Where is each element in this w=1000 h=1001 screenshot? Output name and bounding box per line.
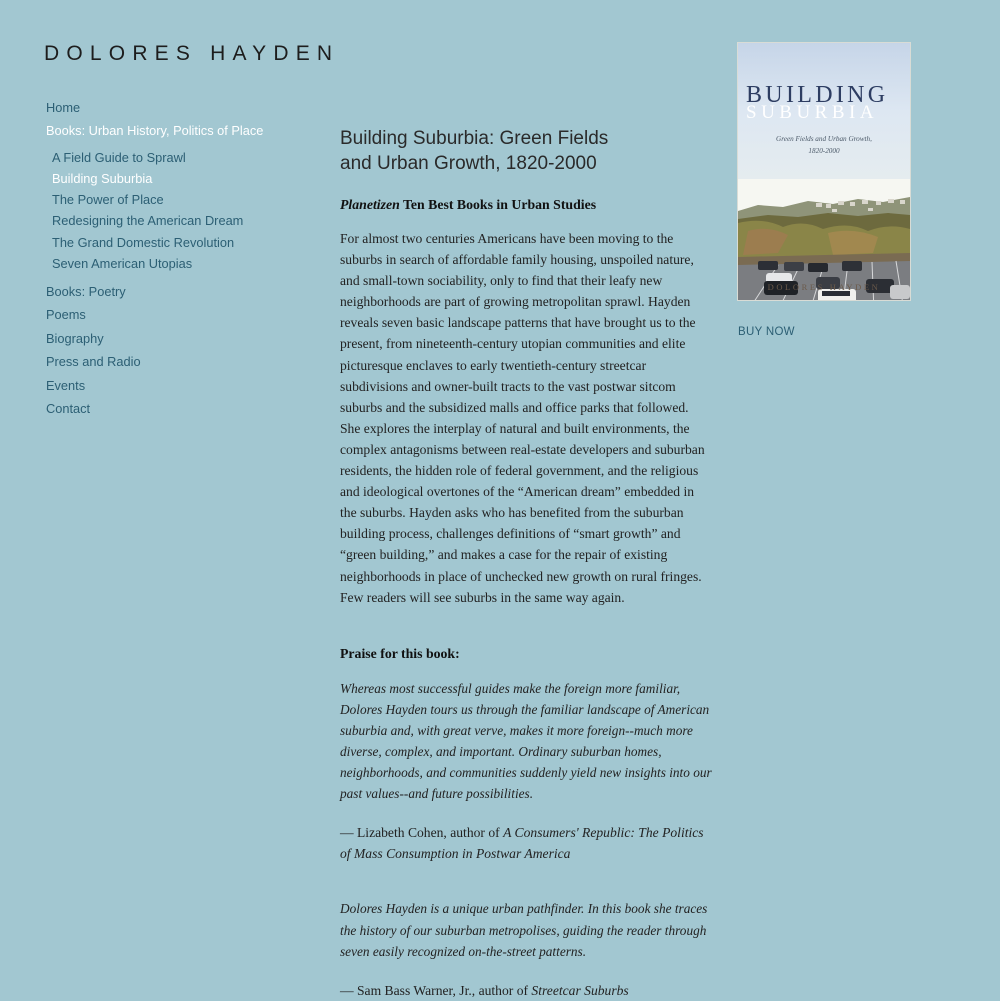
- nav-subitem-grand-domestic-revolution[interactable]: The Grand Domestic Revolution: [52, 234, 235, 250]
- attribution-1-name: — Lizabeth Cohen, author of: [340, 825, 504, 841]
- cover-title-line2: SUBURBIA: [746, 102, 879, 123]
- book-title-line1: Building Suburbia: Green Fields: [340, 128, 609, 149]
- award-publication: Planetizen: [340, 197, 400, 212]
- nav-item-books-urban-history[interactable]: Books: Urban History, Politics of Place: [46, 123, 264, 139]
- nav-bottom-group: [46, 280, 316, 420]
- cover-subtitle-line1: Green Fields and Urban Growth,: [776, 135, 872, 143]
- attribution-2-name: — Sam Bass Warner, Jr., author of: [340, 982, 532, 998]
- award-text: Ten Best Books in Urban Studies: [399, 197, 597, 212]
- book-description: For almost two centuries Americans have been moving to the suburbs in search of affordable family housing, unspoiled nature, and small-town sociability, only to find that their leafy new neighborhoods are part of growing metropolitan sprawl. Hayden reveals seven basic landscape patterns that have brought us to the present, from nineteenth-century utopian communities and elite picturesque enclaves to early twentieth-century streetcar subdivisions and owner-built tracts to the vast postwar sitcom suburbs and the subsidized malls and office parks that followed. She explores the interplay of natural and built environments, the complex antagonisms between real-estate developers and suburban residents, the hidden role of federal government, and the religious and ideological overtones of the “American dream” embedded in the suburbs. Hayden asks who has benefited from the suburban building process, challenges definitions of “smart growth” and “green building,” and makes a case for the repair of existing neighborhoods in place of unchecked new growth on rural fringes. Few readers will see suburbs in the same way again.: [340, 231, 705, 605]
- nav-item-contact[interactable]: Contact: [46, 401, 91, 417]
- cover-subtitle: [738, 133, 910, 157]
- nav-item-poems[interactable]: Poems: [46, 307, 86, 323]
- book-cover-image[interactable]: [738, 43, 910, 300]
- cover-title-line1: BUILDING: [746, 82, 889, 108]
- book-title-line2: and Urban Growth, 1820-2000: [340, 153, 597, 174]
- main-content: [340, 126, 712, 1001]
- nav-subitems: [52, 147, 316, 274]
- nav-item-events[interactable]: Events: [46, 377, 86, 393]
- praise-quote-2: Dolores Hayden is a unique urban pathfinder. In this book she traces the history of our suburban metropolises, guiding the reader through seven easily recognized on-the-street patterns.: [340, 901, 708, 959]
- nav-item-home[interactable]: Home: [46, 100, 81, 115]
- praise-quote-1: Whereas most successful guides make the foreign more familiar, Dolores Hayden tours us through the familiar landscape of American suburbia and, with great verve, makes it more foreign--much more diverse, complex, and important. Ordinary suburban homes, neighborhoods, and communities suddenly yield new insights into our past values--and future possibilities.: [340, 680, 712, 802]
- praise-heading: Praise for this book:: [340, 645, 460, 661]
- attribution-1-work: A Consumers' Republic: The Politics of Mass Consumption in Postwar America: [340, 825, 704, 862]
- buy-now-link[interactable]: BUY NOW: [738, 326, 795, 338]
- nav-subitem-field-guide-to-sprawl[interactable]: A Field Guide to Sprawl: [52, 149, 186, 165]
- attribution-2-work: Streetcar Suburbs: [531, 982, 629, 998]
- praise-attribution-2: [340, 980, 712, 1001]
- site-title[interactable]: DOLORES HAYDEN: [44, 42, 340, 65]
- cover-photo: [738, 161, 910, 300]
- main-nav: [46, 96, 316, 420]
- praise-attribution-1: [340, 822, 712, 864]
- cover-subtitle-line2: 1820-2000: [808, 147, 840, 155]
- nav-subitem-power-of-place[interactable]: The Power of Place: [52, 192, 164, 208]
- nav-subitem-seven-american-utopias[interactable]: Seven American Utopias: [52, 255, 193, 271]
- cover-author: DOLORES HAYDEN: [767, 282, 881, 292]
- award-line: [340, 196, 712, 214]
- nav-subitem-building-suburbia[interactable]: Building Suburbia: [52, 171, 153, 187]
- nav-subitem-redesigning-american-dream[interactable]: Redesigning the American Dream: [52, 213, 244, 229]
- book-title: [340, 126, 712, 176]
- nav-item-biography[interactable]: Biography: [46, 330, 104, 346]
- nav-item-press-and-radio[interactable]: Press and Radio: [46, 354, 141, 370]
- nav-top-group: [46, 96, 316, 143]
- nav-item-books-poetry[interactable]: Books: Poetry: [46, 284, 126, 300]
